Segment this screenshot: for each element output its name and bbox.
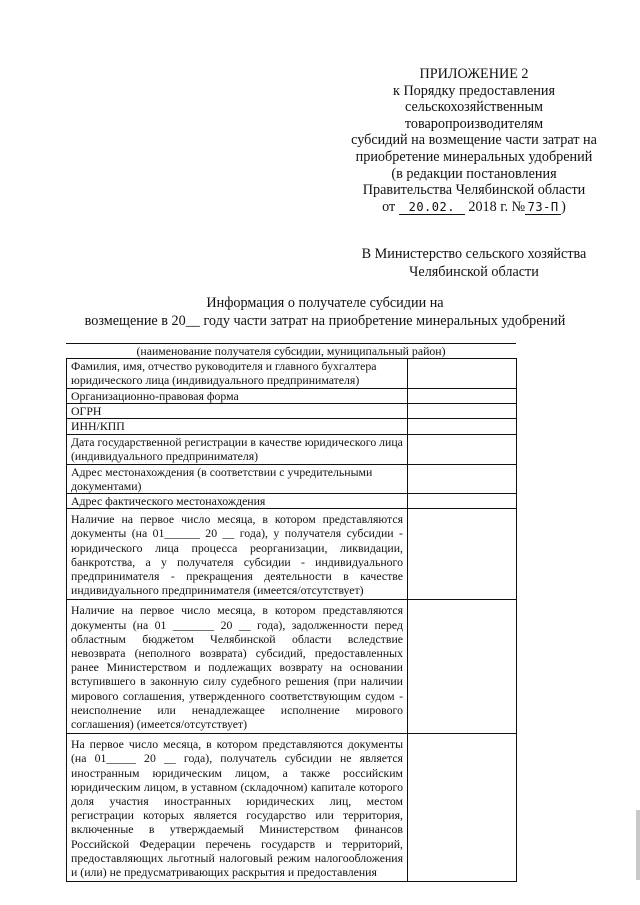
date-prefix: от	[382, 198, 396, 215]
date-suffix: )	[561, 198, 566, 215]
handwritten-date: 20.02.	[399, 201, 465, 215]
appendix-line: субсидий на возмещение части затрат на	[351, 132, 597, 149]
date-year: 2018 г. №	[468, 198, 526, 215]
table-row	[67, 419, 517, 434]
table-row	[67, 359, 517, 389]
row-value-cell[interactable]	[408, 600, 517, 734]
appendix-title: ПРИЛОЖЕНИЕ 2	[419, 66, 529, 82]
row-label: На первое число месяца, в котором представляются документы (на 01_____ 20 __ года), получатель субсидии не является иностранным юридическим лицом, а также российским юридическим лицом, в уставном (складочном) капитале которого доля участия иностранных юридических лиц, местом регистрации которых является государство или территория, включенные в утверждаемый Министерством финансов Российской Федерации перечень государств и территорий, предоставляющих льготный налоговый режим налогообложения и (или) не предусматривающих раскрытия и предоставления	[67, 734, 408, 882]
addressee-line: Челябинской области	[409, 264, 539, 280]
row-label: ОГРН	[67, 404, 408, 419]
appendix-line: товаропроизводителям	[404, 115, 544, 132]
appendix-line: приобретение минеральных удобрений	[355, 148, 593, 165]
recipient-name-caption: (наименование получателя субсидии, муниципальный район)	[136, 344, 446, 358]
table-row	[67, 404, 517, 419]
appendix-line: Правительства Челябинской области	[362, 182, 586, 199]
table-row	[67, 600, 517, 734]
row-label: Адрес фактического местонахождения	[67, 494, 408, 509]
appendix-header	[330, 66, 618, 215]
scan-edge-mark	[636, 810, 640, 880]
row-value-cell[interactable]	[408, 359, 517, 389]
table-row	[67, 464, 517, 493]
row-value-cell[interactable]	[408, 734, 517, 882]
row-label: Организационно-правовая форма	[67, 389, 408, 404]
title-line: Информация о получателе субсидии на	[206, 295, 444, 311]
table-row	[67, 734, 517, 882]
table-row	[67, 509, 517, 600]
row-value-cell[interactable]	[408, 494, 517, 509]
table-row	[67, 389, 517, 404]
appendix-line: к Порядку предоставления	[393, 82, 555, 99]
row-value-cell[interactable]	[408, 509, 517, 600]
row-label: Адрес местонахождения (в соответствии с учредительными документами)	[67, 464, 408, 493]
row-label: ИНН/КПП	[67, 419, 408, 434]
row-value-cell[interactable]	[408, 464, 517, 493]
table-row	[67, 434, 517, 464]
handwritten-number: 73-П	[525, 201, 561, 215]
appendix-line: сельскохозяйственным	[404, 99, 543, 116]
title-line: возмещение в 20__ году части затрат на приобретение минеральных удобрений	[84, 312, 566, 329]
row-value-cell[interactable]	[408, 404, 517, 419]
appendix-date-line	[330, 199, 618, 216]
recipient-info-table	[66, 358, 517, 882]
row-value-cell[interactable]	[408, 389, 517, 404]
table-row	[67, 494, 517, 509]
addressee	[330, 245, 618, 281]
row-label: Фамилия, имя, отчество руководителя и главного бухгалтера юридического лица (индивидуального предпринимателя)	[67, 359, 408, 389]
addressee-line: В Министерство сельского хозяйства	[361, 246, 587, 262]
document-title	[40, 295, 610, 330]
row-label: Наличие на первое число месяца, в котором представляются документы (на 01______ 20 __ года), у получателя субсидии - юридического лица процесса реорганизации, ликвидации, банкротства, а у получателя субсидии - индивидуального предпринимателя - прекращения деятельности в качестве индивидуального предпринимателя (имеется/отсутствует)	[67, 509, 408, 600]
row-value-cell[interactable]	[408, 434, 517, 464]
appendix-line: (в редакции постановления	[391, 165, 557, 182]
row-label: Наличие на первое число месяца, в котором представляются документы (на 01 _______ 20 __ года), задолженности перед областным бюджетом Челябинской области вследствие невозврата (неполного возврата) субсидий, предоставленных ранее Министерством и подлежащих возврату на основании вступившего в законную силу судебного решения (при наличии мирового соглашения, утвержденного соответствующим судом - неисполнение или ненадлежащее исполнение мирового соглашения) (имеется/отсутствует)	[67, 600, 408, 734]
row-value-cell[interactable]	[408, 419, 517, 434]
row-label: Дата государственной регистрации в качестве юридического лица (индивидуального предпринимателя)	[67, 434, 408, 464]
